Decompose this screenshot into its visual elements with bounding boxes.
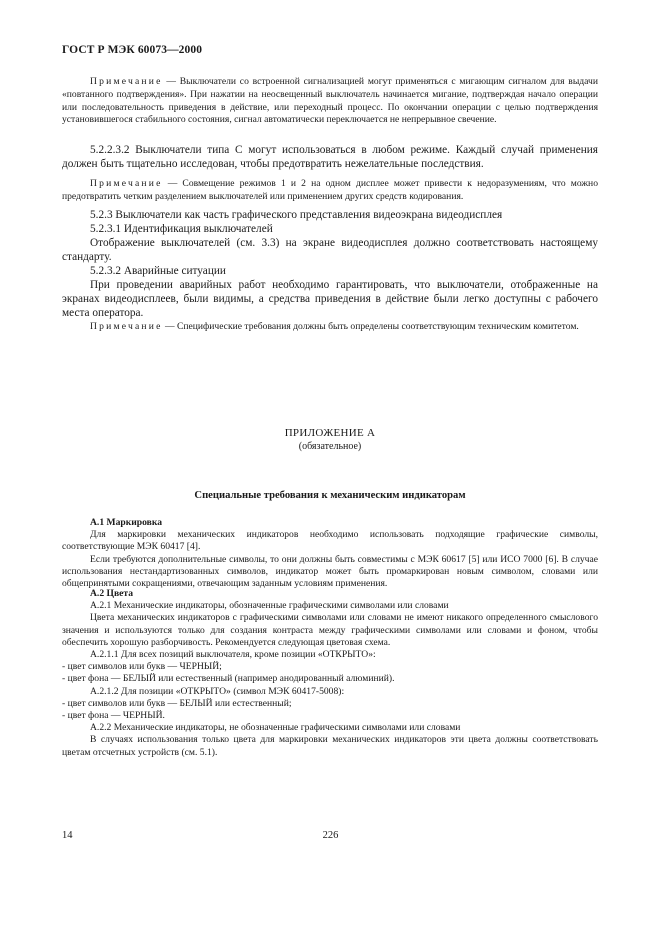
note-label: Примечание <box>90 321 163 332</box>
appendix-heading: Специальные требования к механическим индикаторам <box>194 490 466 501</box>
appendix-title: ПРИЛОЖЕНИЕ А <box>284 427 376 439</box>
clause-5-2-3-1-title: 5.2.3.1 Идентификация выключателей <box>90 223 273 235</box>
note-text: — Выключатели со встроенной сигнализацией могут применяться с мигающим сигналом для выдачи «повтанного подтверждения». При нажатии на неосвещенный выключатель начинается мигание, подтверждая начало операции или последовательность приведения в действие, или переходный процесс. По окончании операции с целью подтверждения установившегося стабильного состояния, сигнал автоматически переключается не непрерывное свечение. <box>62 76 598 126</box>
section-a2-line: - цвет фона — БЕЛЫЙ или естественный (например анодированный алюминий). <box>62 673 395 685</box>
page-number-center: 226 <box>322 830 339 841</box>
clause-5-2-3-2-text: При проведении аварийных работ необходимо гарантировать, что выключатели, отображенные на экранах видеодисплеев, были видимы, а средства приведения в действие были легко доступны с рабочего места оператора. <box>62 279 598 319</box>
note-label: Примечание <box>90 178 163 189</box>
note-text: — Специфические требования должны быть определены соответствующим техническим комитетом. <box>162 321 579 332</box>
section-a1 <box>62 517 598 590</box>
section-a2-line: В случаях использования только цвета для маркировки механических индикаторов эти цвета должны соответствовать цветам отсчетных устройств (см. 5.1). <box>62 734 598 758</box>
section-a2-title: А.2 Цвета <box>90 588 134 599</box>
page-number-left: 14 <box>62 830 73 841</box>
clause-5-2-2-3-2: 5.2.2.3.2 Выключатели типа С могут использоваться в любом режиме. Каждый случай применения должен быть тщательно исследован, чтобы предотвратить нежелательные последствия. <box>62 144 598 170</box>
section-a1-p1: Для маркировки механических индикаторов необходимо использовать подходящие графические символы, соответствующие МЭК 60417 [4]. <box>62 529 598 553</box>
section-a2-line: А.2.1 Механические индикаторы, обозначенные графическими символами или словами <box>90 600 449 612</box>
note-2 <box>62 178 598 204</box>
section-a2-line: Цвета механических индикаторов с графическими символами или словами не имеют никакого определенного смыслового значения и используются только для создания контраста между графическими символами или словами и фоном, чтобы обеспечить хорошую разборчивость. Рекомендуется следующая цветовая схема. <box>62 612 598 648</box>
clause-5-2-3: 5.2.3 Выключатели как часть графического представления видеоэкрана видеодисплея <box>90 209 503 221</box>
section-a1-p2: Если требуются дополнительные символы, то они должны быть совместимы с МЭК 60617 [5] или ИСО 7000 [6]. В случае использования нестандартизованных символов, индикатор может быть промаркирован новым символом, словами или общепринятыми сокращениями, отвечающим заданным условиям применения. <box>62 553 598 590</box>
section-a1-title: А.1 Маркировка <box>90 517 163 528</box>
section-a2-line: - цвет символов или букв — ЧЕРНЫЙ; <box>62 661 222 673</box>
note-label: Примечание <box>90 76 163 87</box>
section-a2-line: - цвет фона — ЧЕРНЫЙ. <box>62 710 165 722</box>
note-3 <box>62 321 598 334</box>
section-a2 <box>62 588 598 759</box>
clause-5-2-3-1-text: Отображение выключателей (см. 3.3) на экране видеодисплея должно соответствовать настоящему стандарту. <box>62 237 598 263</box>
section-a2-line: А.2.1.1 Для всех позиций выключателя, кроме позиции «ОТКРЫТО»: <box>90 649 376 661</box>
clause-5-2-3-2-title: 5.2.3.2 Аварийные ситуации <box>90 265 226 277</box>
section-a2-line: А.2.2 Механические индикаторы, не обозначенные графическими символами или словами <box>90 722 461 734</box>
section-a2-line: - цвет символов или букв — БЕЛЫЙ или естественный; <box>62 697 292 709</box>
section-a2-line: А.2.1.2 Для позиции «ОТКРЫТО» (символ МЭК 60417-5008): <box>90 685 345 697</box>
note-text: — Совмещение режимов 1 и 2 на одном дисплее может привести к недоразумениям, что можно предотвратить четким разделением выключателей или применением других средств кодирования. <box>62 178 598 202</box>
document-header: ГОСТ Р МЭК 60073—2000 <box>62 44 203 56</box>
appendix-subtitle: (обязательное) <box>298 441 362 452</box>
note-1 <box>62 76 598 127</box>
